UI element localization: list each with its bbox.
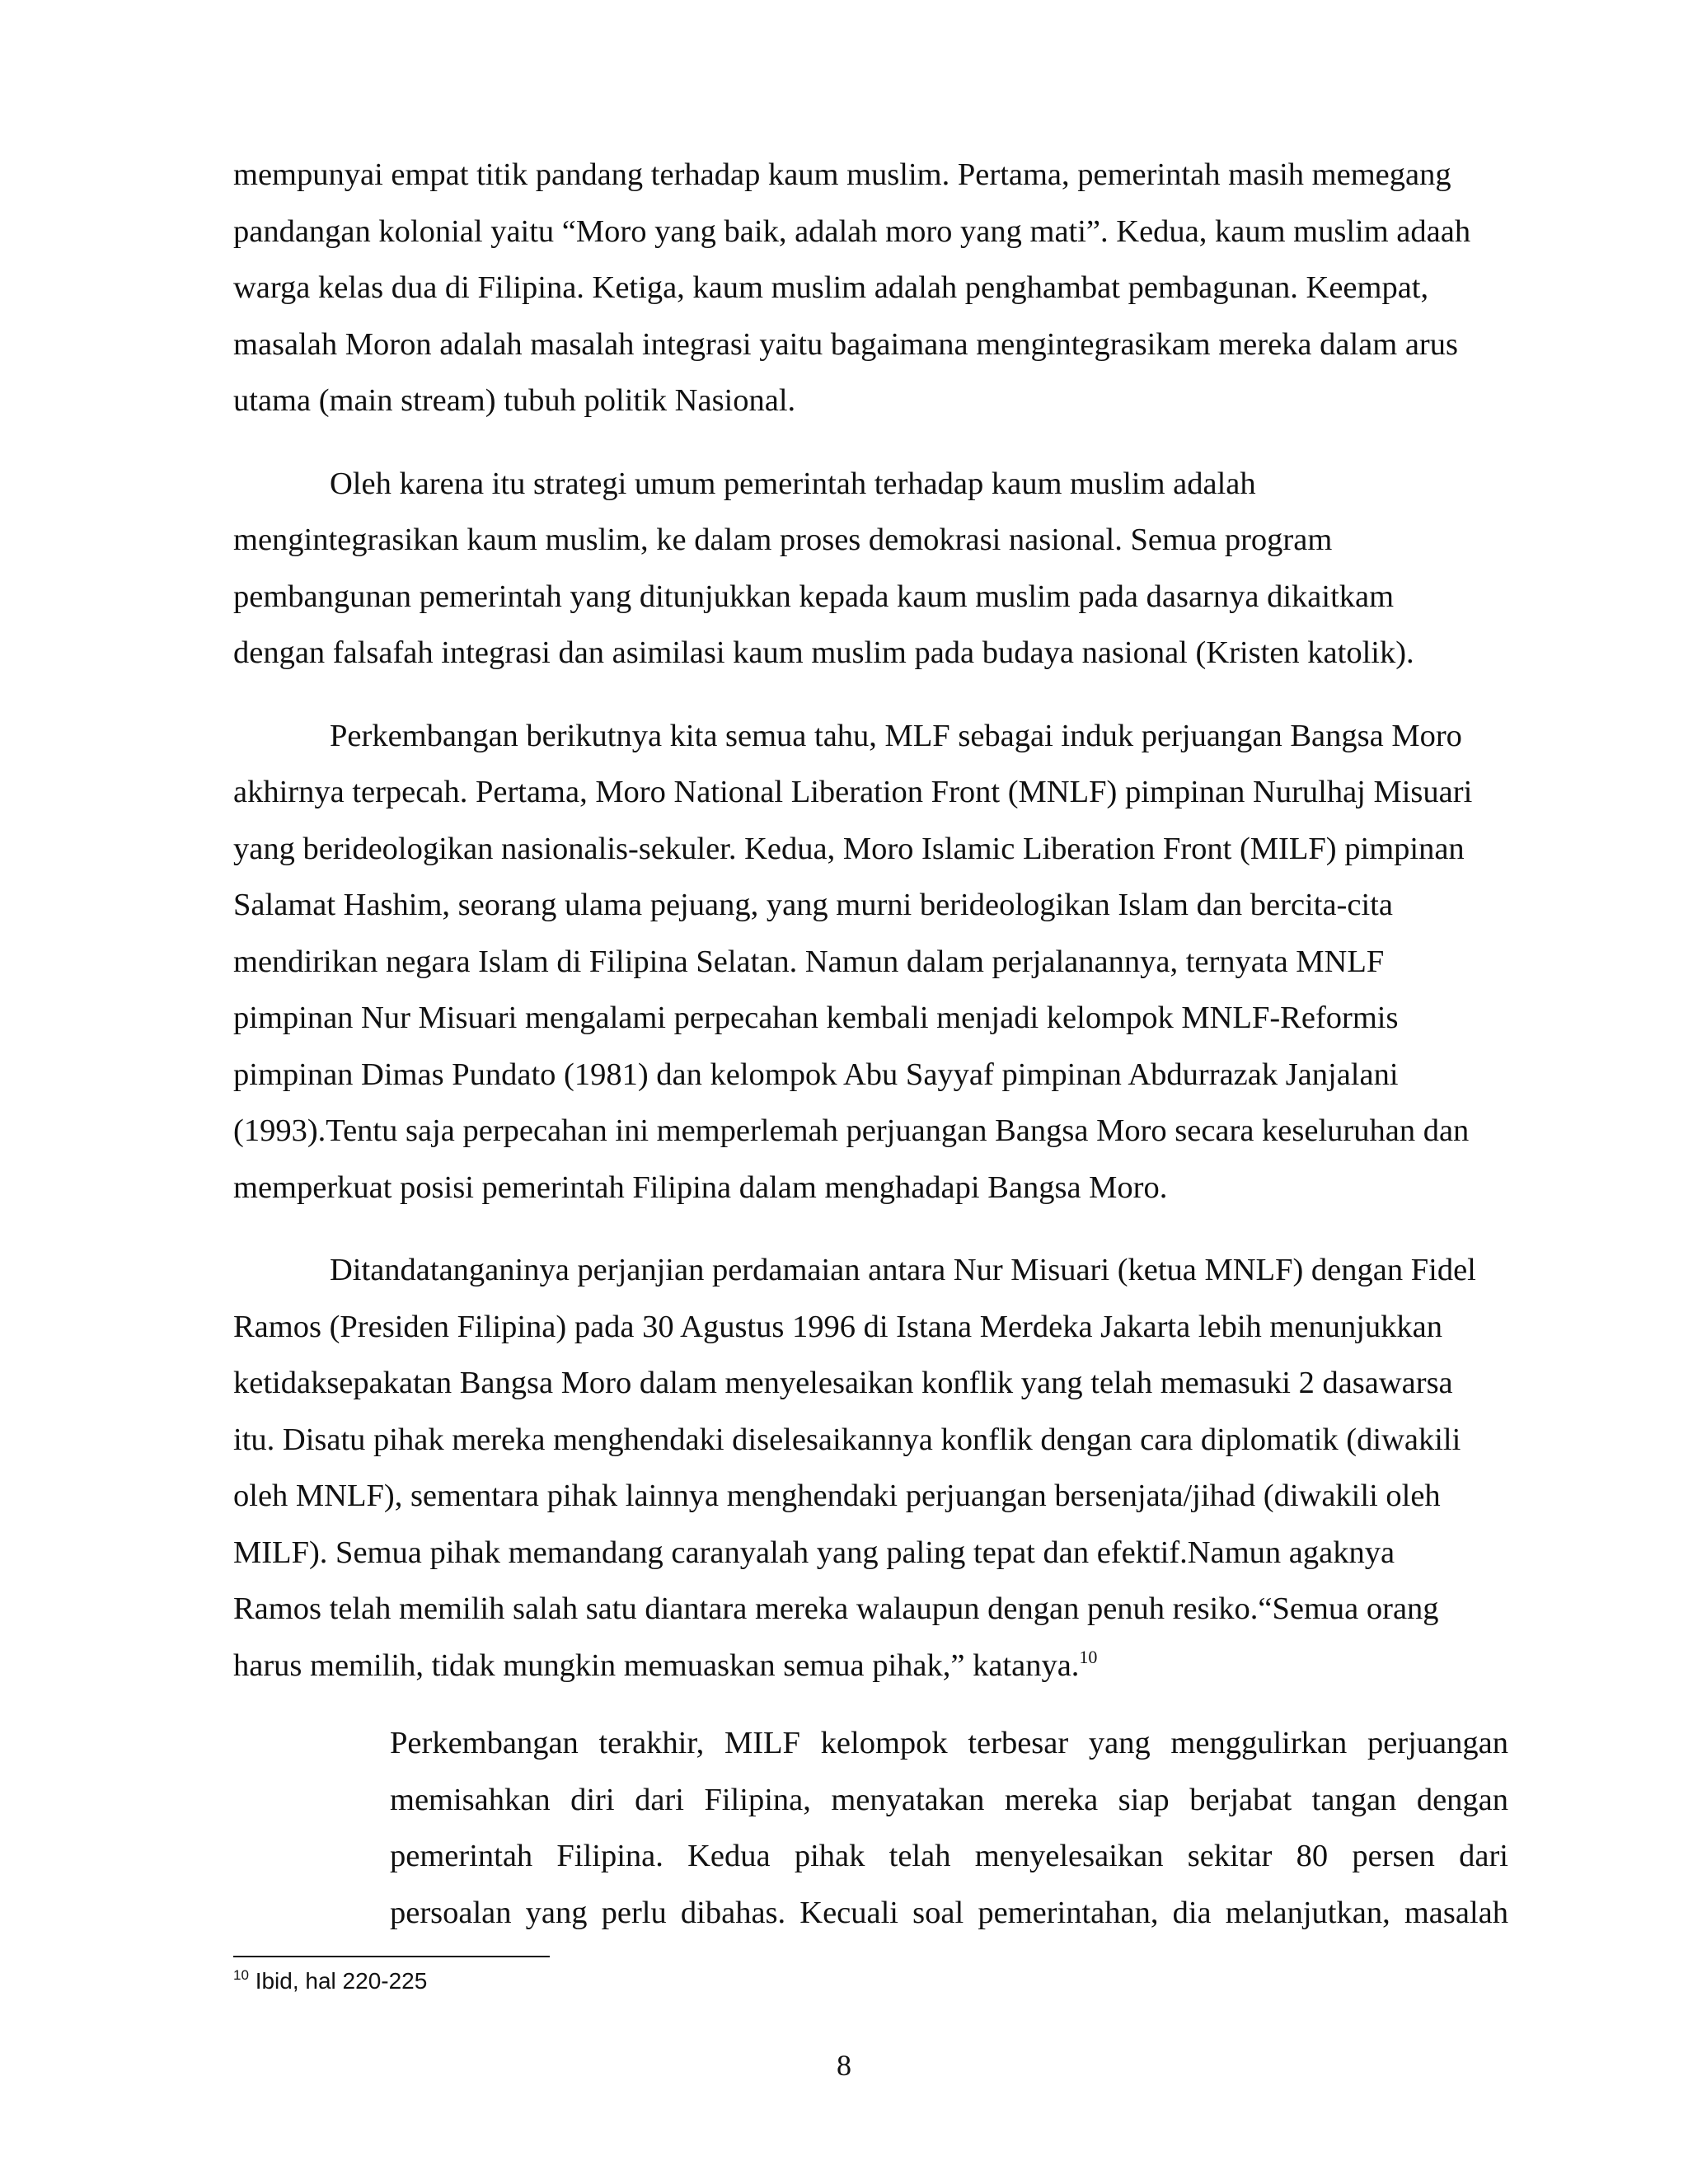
quote-line: pemerintah Filipina. Kedua pihak telah menyelesaikan sekitar 80 persen dari [390, 1839, 1508, 1873]
text-line: memperkuat posisi pemerintah Filipina dalam menghadapi Bangsa Moro. [233, 1169, 1168, 1205]
text-line: pimpinan Dimas Pundato (1981) dan kelompok Abu Sayyaf pimpinan Abdurrazak Janjalani [233, 1057, 1399, 1092]
text-line: Salamat Hashim, seorang ulama pejuang, yang murni berideologikan Islam dan bercita-cita [233, 888, 1393, 922]
text-line [233, 1638, 1511, 1694]
footnote-separator [233, 1956, 550, 1957]
text-line: yang berideologikan nasionalis-sekuler. Kedua, Moro Islamic Liberation Front (MILF) pimpinan [233, 831, 1465, 866]
body-text [233, 147, 1511, 1694]
text-line: oleh MNLF), sementara pihak lainnya menghendaki perjuangan bersenjata/jihad (diwakili oleh [233, 1479, 1441, 1513]
text-line: itu. Disatu pihak mereka menghendaki diselesaikannya konflik dengan cara diplomatik (diwakili [233, 1422, 1461, 1457]
paragraph-3 [233, 708, 1511, 1216]
text-line: mempunyai empat titik pandang terhadap kaum muslim. Pertama, pemerintah masih memegang [233, 157, 1451, 192]
text-line: pimpinan Nur Misuari mengalami perpecahan kembali menjadi kelompok MNLF-Reformis [233, 1001, 1399, 1035]
text-line: akhirnya terpecah. Pertama, Moro National Liberation Front (MNLF) pimpinan Nurulhaj Misuari [233, 775, 1473, 809]
text-line: ketidaksepakatan Bangsa Moro dalam menyelesaikan konflik yang telah memasuki 2 dasawarsa [233, 1366, 1453, 1400]
paragraph-4 [233, 1242, 1511, 1694]
text-line: utama (main stream) tubuh politik Nasional. [233, 383, 796, 418]
text-line: Ditandatanganinya perjanjian perdamaian antara Nur Misuari (ketua MNLF) dengan Fidel [330, 1253, 1476, 1287]
text-line: (1993).Tentu saja perpecahan ini memperlemah perjuangan Bangsa Moro secara keseluruhan dan [233, 1113, 1470, 1148]
text-line: Ramos telah memilih salah satu diantara mereka walaupun dengan penuh resiko.“Semua orang [233, 1591, 1439, 1626]
footnote-reference[interactable]: 10 [1079, 1646, 1098, 1667]
footnote-number: 10 [233, 1967, 249, 1983]
quote-line: memisahkan diri dari Filipina, menyatakan mereka siap berjabat tangan dengan [390, 1782, 1508, 1817]
text-line: mendirikan negara Islam di Filipina Selatan. Namun dalam perjalanannya, ternyata MNLF [233, 944, 1385, 979]
text-line: dengan falsafah integrasi dan asimilasi kaum muslim pada budaya nasional (Kristen katolik). [233, 635, 1414, 670]
quote-line: Perkembangan terakhir, MILF kelompok terbesar yang menggulirkan perjuangan [390, 1726, 1508, 1760]
text-line: Oleh karena itu strategi umum pemerintah terhadap kaum muslim adalah [330, 466, 1256, 501]
quote-line: persoalan yang perlu dibahas. Kecuali soal pemerintahan, dia melanjutkan, masalah [390, 1895, 1508, 1930]
text-line: masalah Moron adalah masalah integrasi yaitu bagaimana mengintegrasikam mereka dalam arus [233, 326, 1458, 362]
paragraph-2 [233, 456, 1511, 682]
page-number: 8 [837, 2049, 851, 2082]
text-line: Perkembangan berikutnya kita semua tahu, MLF sebagai induk perjuangan Bangsa Moro [330, 718, 1462, 753]
text-line: warga kelas dua di Filipina. Ketiga, kaum muslim adalah penghambat pembagunan. Keempat, [233, 270, 1429, 305]
text-line: pandangan kolonial yaitu “Moro yang baik, adalah moro yang mati”. Kedua, kaum muslim adaah [233, 213, 1471, 249]
block-quote [390, 1715, 1508, 1941]
paragraph-1 [233, 147, 1511, 429]
footnote [233, 1966, 427, 1996]
text-line: Ramos (Presiden Filipina) pada 30 Agustus 1996 di Istana Merdeka Jakarta lebih menunjukkan [233, 1309, 1442, 1344]
text-line-content: harus memilih, tidak mungkin memuaskan semua pihak,” katanya. [233, 1647, 1080, 1683]
text-line: pembangunan pemerintah yang ditunjukkan kepada kaum muslim pada dasarnya dikaitkam [233, 579, 1395, 614]
footnote-text: Ibid, hal 220-225 [255, 1968, 428, 1994]
text-line: mengintegrasikan kaum muslim, ke dalam proses demokrasi nasional. Semua program [233, 523, 1333, 557]
text-line: MILF). Semua pihak memandang caranyalah yang paling tepat dan efektif.Namun agaknya [233, 1535, 1395, 1570]
